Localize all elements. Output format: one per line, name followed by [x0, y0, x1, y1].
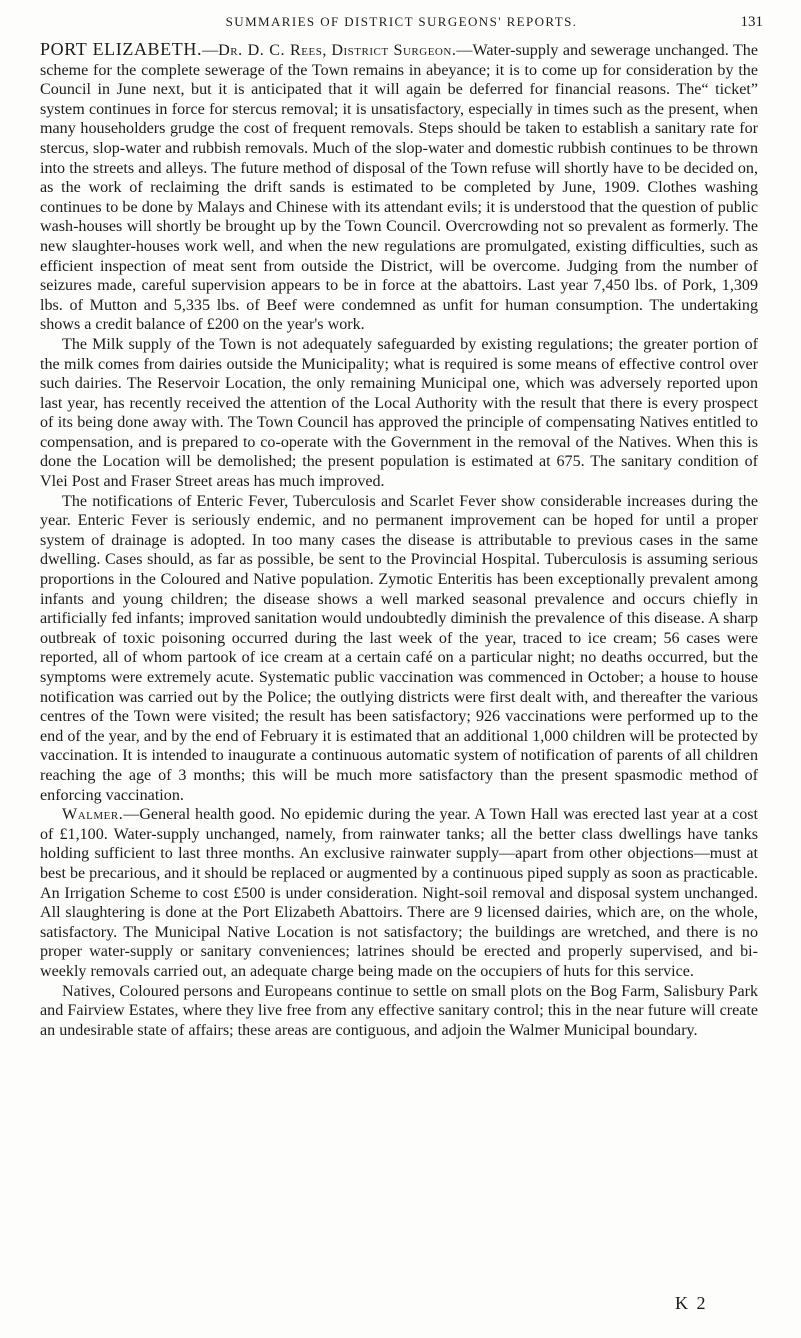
paragraph-port-elizabeth-general: PORT ELIZABETH.—Dr. D. C. Rees, District Surgeon.—Water-supply and sewerage unchanged. The scheme for the complete sewerage of the Town remains in abeyance; it is to come up for consideration by the Council in June next, but it is anticipated that it will again be deferred for financial reasons. The“ ticket” system continues in force for stercus removal; it is unsatisfactory, especially in times such as the present, when many householders grudge the cost of frequent removals. Steps should be taken to establish a sanitary rate for stercus, slop-water and rubbish removals. Much of the slop-water and domestic rubbish continues to be thrown into the streets and alleys. The future method of disposal of the Town refuse will shortly have to be decided on, as the work of reclaiming the drift sands is estimated to be completed by June, 1909. Clothes washing continues to be done by Malays and Chinese with its attendant evils; it is understood that the question of public wash-houses will shortly be brought up by the Town Council. Overcrowding not so prevalent as formerly. The new slaughter-houses work well, and when the new regulations are promulgated, existing difficulties, such as efficient inspection of meat sent from outside the District, will be overcome. Judging from the number of seizures made, careful supervision appears to be in force at the abattoirs. Last year 7,450 lbs. of Pork, 1,309 lbs. of Mutton and 5,335 lbs. of Beef were condemned as unfit for human consumption. The undertaking shows a credit balance of £200 on the year's work.: [40, 39, 758, 334]
running-title: SUMMARIES OF DISTRICT SURGEONS' REPORTS.: [225, 14, 578, 29]
walmer-text: —General health good. No epidemic during the year. A Town Hall was erected last year at a cost of £1,100. Water-supply unchanged, namely, from rainwater tanks; all the better class dwellings have tanks holding sufficient to last three months. An exclusive rainwater supply—apart from other objections—must at best be precarious, and it should be replaced or augmented by a continuous piped supply as soon as practicable. An Irrigation Scheme to cost £500 is under consideration. Night-soil removal and disposal system unchanged. All slaughtering is done at the Port Elizabeth Abattoirs. There are 9 licensed dairies, which are, on the whole, satisfactory. The Municipal Native Location is not satisfactory; the buildings are wretched, and there is no proper water-supply or sanitary conveniences; latrines should be erected and properly supervised, and bi-weekly removals carried out, an adequate charge being made on the occupiers of huts for this service.: [40, 806, 758, 980]
section-heading: PORT ELIZABETH.: [40, 39, 203, 59]
signature-mark: K 2: [675, 1293, 708, 1313]
walmer-heading: Walmer.: [62, 806, 124, 824]
paragraph-milk-supply: The Milk supply of the Town is not adequately safeguarded by existing regulations; the greater portion of the milk comes from dairies outside the Municipality; what is required is some means of effective control over such dairies. The Reservoir Location, the only remaining Municipal one, which was adversely reported upon last year, has recently received the attention of the Local Authority with the result that there is every prospect of its being done away with. The Town Council has approved the principle of compensating Natives entitled to compensation, and is prepared to co-operate with the Government in the removal of the Natives. When this is done the Location will be demolished; the present population is estimated at 675. The sanitary condition of Vlei Post and Fraser Street areas has much improved.: [40, 335, 758, 491]
paragraph-walmer-settlements: Natives, Coloured persons and Europeans continue to settle on small plots on the Bog Farm, Salisbury Park and Fairview Estates, where they live free from any effective sanitary control; this in the near future will create an undesirable state of affairs; these areas are contiguous, and adjoin the Walmer Municipal boundary.: [40, 982, 758, 1039]
surgeon-role: District Surgeon.: [331, 42, 457, 59]
running-head: [40, 14, 763, 38]
paragraph-notifications: The notifications of Enteric Fever, Tuberculosis and Scarlet Fever show considerable increases during the year. Enteric Fever is seriously endemic, and no permanent improvement can be hoped for until a proper system of drainage is adopted. In too many cases the disease is attributable to previous cases in the same dwelling. Cases should, as far as possible, be sent to the Provincial Hospital. Tuberculosis is assuming serious proportions in the Coloured and Native population. Zymotic Enteritis has been exceptionally prevalent among infants and young children; the disease shows a well marked seasonal prevalence and occurs chiefly in artificially fed infants; improved sanitation would undoubtedly diminish the prevalence of this disease. A sharp outbreak of toxic poisoning occurred during the last week of the year, traced to ice cream; 56 cases were reported, all of whom partook of ice cream at a certain café on a particular night; no deaths occurred, but the symptoms were extremely acute. Systematic public vaccination was commenced in October; a house to house notification was carried out by the Police; the outlying districts were first dealt with, and thereafter the various centres of the Town were visited; the result has been satisfactory; 926 vaccinations were performed up to the end of the year, and by the end of February it is estimated that an additional 1,000 children will be protected by vaccination. It is intended to inaugurate a continuous automatic system of notification of parents of all children reaching the age of 3 months; this will be much more satisfactory than the present spasmodic method of enforcing vaccination.: [40, 492, 758, 804]
page-number: 131: [740, 14, 763, 30]
paragraph-walmer: [40, 805, 758, 981]
body-text: [40, 40, 758, 1040]
surgeon-name: Dr. D. C. Rees,: [218, 42, 327, 59]
paragraph-text: Water-supply and sewerage unchanged. The scheme for the complete sewerage of the Town remains in abeyance; it is to come up for consideration by the Council in June next, but it is anticipated that it will again be deferred for financial reasons. The“ ticket” system continues in force for stercus removal; it is unsatisfactory, especially in times such as the present, when many householders grudge the cost of frequent removals. Steps should be taken to establish a sanitary rate for stercus, slop-water and rubbish removals. Much of the slop-water and domestic rubbish continues to be thrown into the streets and alleys. The future method of disposal of the Town refuse will shortly have to be decided on, as the work of reclaiming the drift sands is estimated to be completed by June, 1909. Clothes washing continues to be done by Malays and Chinese with its attendant evils; it is understood that the question of public wash-houses will shortly be brought up by the Town Council. Overcrowding not so prevalent as formerly. The new slaughter-houses work well, and when the new regulations are promulgated, existing difficulties, such as efficient inspection of meat sent from outside the District, will be overcome. Judging from the number of seizures made, careful supervision appears to be in force at the abattoirs. Last year 7,450 lbs. of Pork, 1,309 lbs. of Mutton and 5,335 lbs. of Beef were condemned as unfit for human consumption. The undertaking shows a credit balance of £200 on the year's work.: [40, 42, 758, 334]
